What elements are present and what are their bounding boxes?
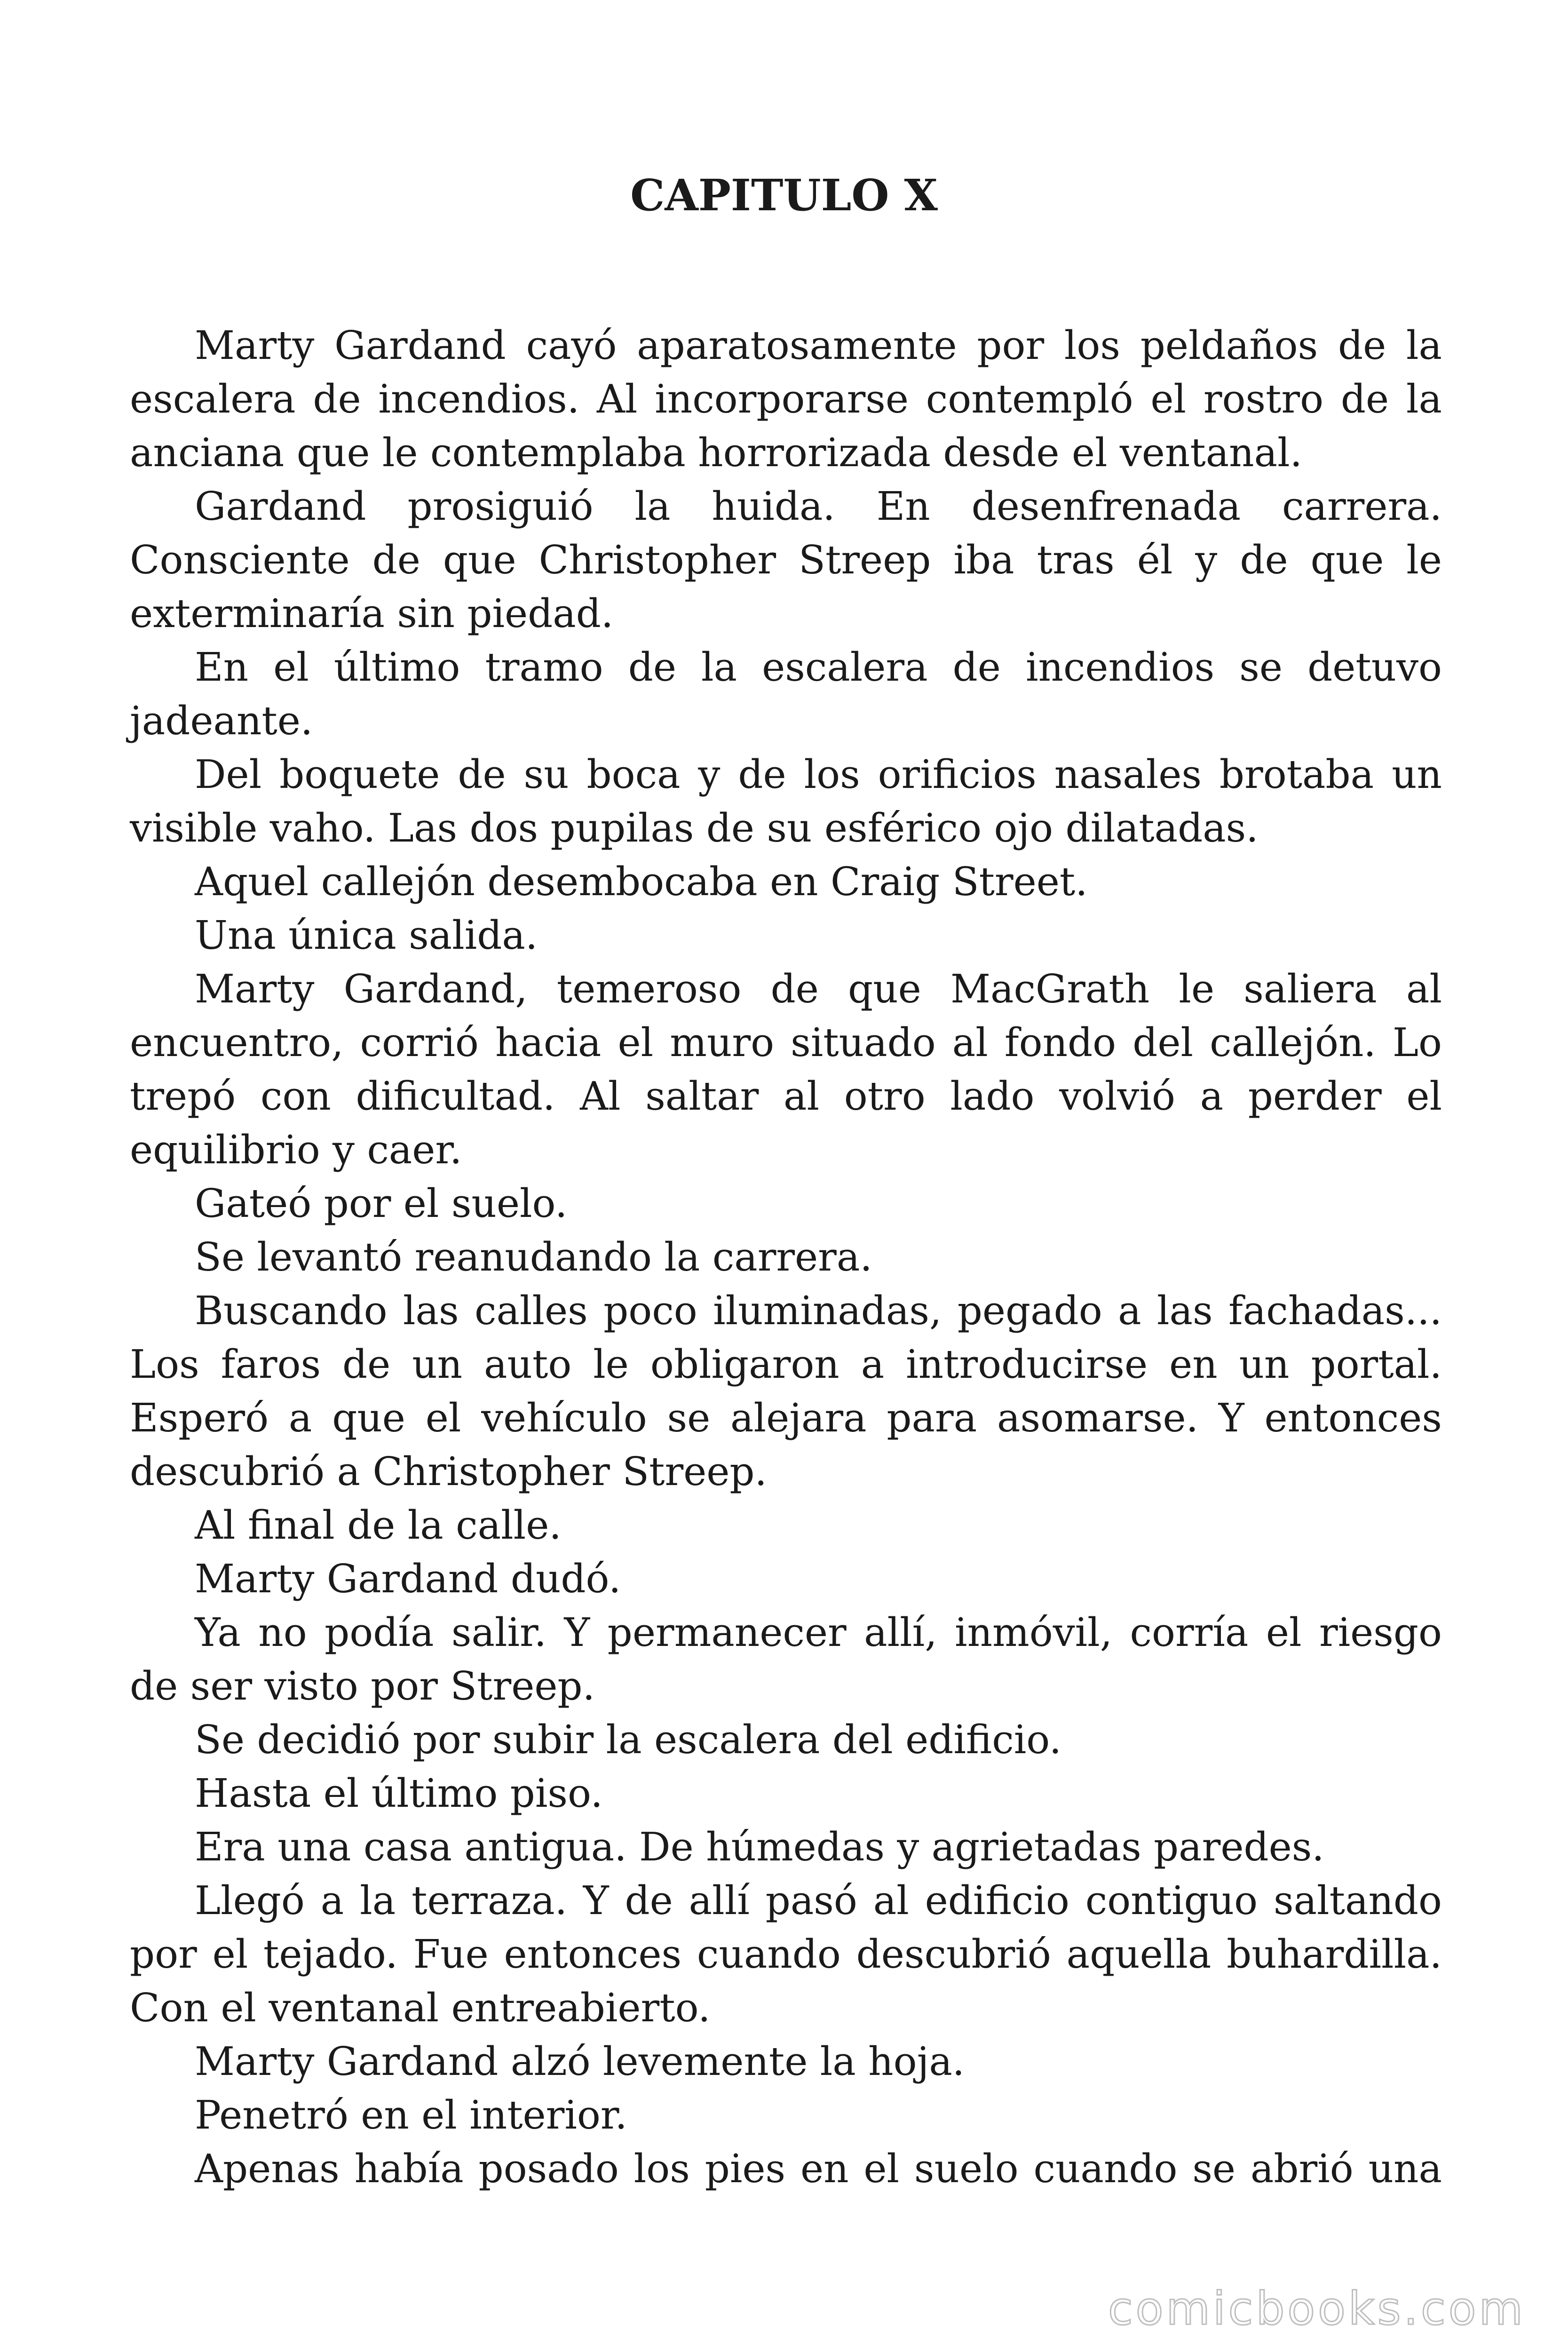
paragraph: Gardand prosiguió la huida. En desenfrenada carrera. Consciente de que Christopher Streep iba tras él y de que le exterminaría sin piedad. <box>130 484 1442 636</box>
paragraph: Aquel callejón desembocaba en Craig Street. <box>195 859 1088 905</box>
paragraph: Se levantó reanudando la carrera. <box>195 1234 872 1280</box>
paragraph: Marty Gardand, temeroso de que MacGrath le saliera al encuentro, corrió hacia el muro situado al fondo del callejón. Lo trepó con dificultad. Al saltar al otro lado volvió a perder el equilibrio y caer. <box>130 966 1442 1173</box>
body-text <box>130 319 1442 2196</box>
paragraph: Se decidió por subir la escalera del edificio. <box>195 1717 1062 1763</box>
paragraph: Marty Gardand cayó aparatosamente por los peldaños de la escalera de incendios. Al incorporarse contempló el rostro de la anciana que le contemplaba horrorizada desde el ventanal. <box>130 323 1442 476</box>
paragraph: Marty Gardand alzó levemente la hoja. <box>195 2039 965 2084</box>
paragraph: Gateó por el suelo. <box>195 1181 568 1226</box>
paragraph: Llegó a la terraza. Y de allí pasó al edificio contiguo saltando por el tejado. Fue entonces cuando descubrió aquella buhardilla. Con el ventanal entreabierto. <box>130 1878 1442 2031</box>
paragraph: Apenas había posado los pies en el suelo cuando se abrió una <box>195 2146 1442 2192</box>
paragraph: Hasta el último piso. <box>195 1771 603 1816</box>
paragraph: En el último tramo de la escalera de incendios se detuvo jadeante. <box>130 644 1442 744</box>
paragraph: Del boquete de su boca y de los orificios nasales brotaba un visible vaho. Las dos pupilas de su esférico ojo dilatadas. <box>130 752 1442 851</box>
paragraph: Una única salida. <box>195 913 538 958</box>
watermark: comicbooks.com <box>1108 2282 1526 2335</box>
paragraph: Ya no podía salir. Y permanecer allí, inmóvil, corría el riesgo de ser visto por Streep. <box>130 1610 1442 1709</box>
paragraph: Marty Gardand dudó. <box>195 1556 621 1602</box>
paragraph: Buscando las calles poco iluminadas, pegado a las fachadas... Los faros de un auto le obligaron a introducirse en un portal. Esperó a que el vehículo se alejara para asomarse. Y entonces descubrió a Christopher Streep. <box>130 1288 1442 1494</box>
paragraph: Penetró en el interior. <box>195 2092 627 2138</box>
chapter-title: CAPITULO X <box>630 170 938 221</box>
paragraph: Al final de la calle. <box>195 1502 562 1548</box>
paragraph: Era una casa antigua. De húmedas y agrietadas paredes. <box>195 1824 1324 1870</box>
